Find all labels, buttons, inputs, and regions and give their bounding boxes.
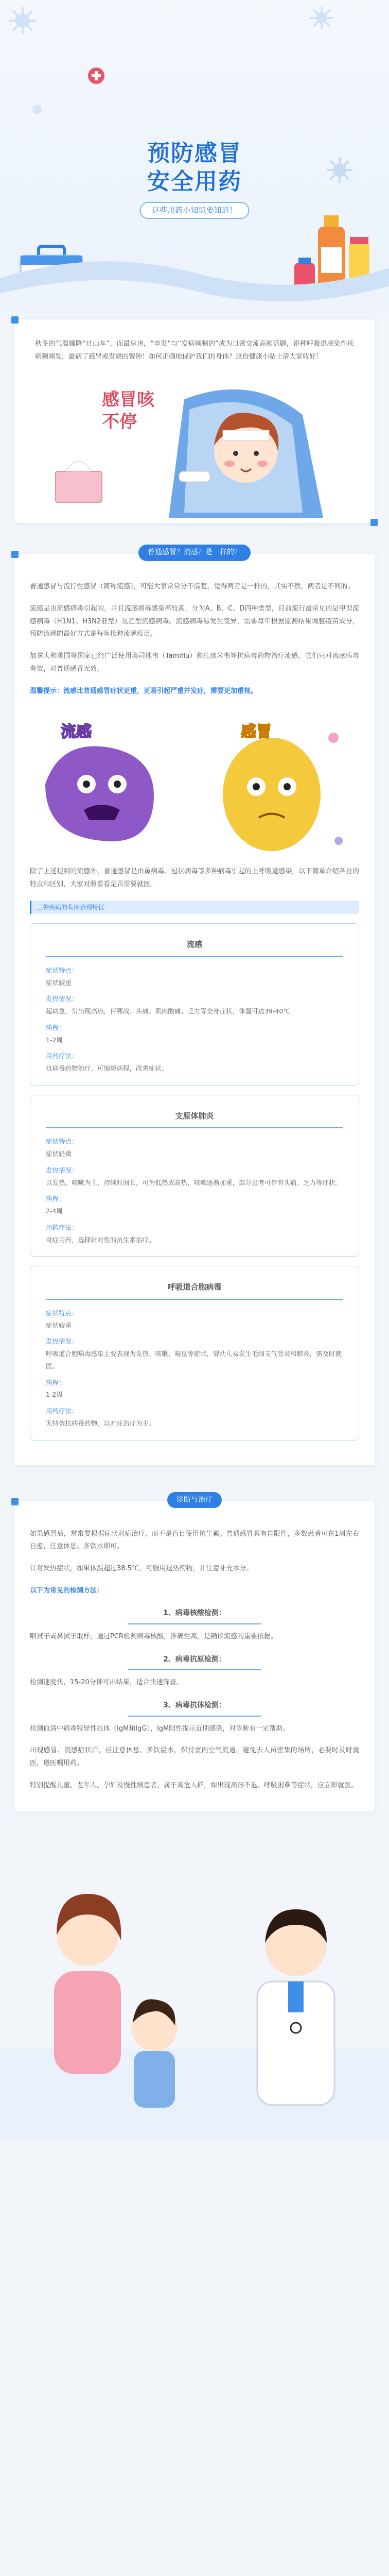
card-title: 流感 bbox=[186, 940, 202, 950]
section-badge-wrap bbox=[14, 545, 375, 561]
field-label: 用药疗法： bbox=[46, 1223, 78, 1231]
sick-girl-illustration bbox=[14, 368, 375, 523]
intro-card bbox=[14, 319, 375, 523]
section-badge: 诊断与治疗 bbox=[167, 1492, 222, 1509]
field-value: 症状轻微 bbox=[46, 1150, 72, 1158]
divider bbox=[46, 1127, 343, 1128]
field-label: 用药疗法： bbox=[46, 1052, 78, 1060]
divider bbox=[128, 1669, 261, 1670]
germs-illustration bbox=[25, 707, 364, 856]
field-label: 症状特点： bbox=[46, 966, 78, 974]
test-method-heading: 3、病毒抗体检测： bbox=[163, 1701, 226, 1709]
field-label: 发热情况： bbox=[46, 995, 78, 1003]
flu-vs-cold-card bbox=[14, 548, 375, 1465]
field-value: 无特效抗病毒药物，以对症治疗为主。 bbox=[46, 1419, 155, 1427]
field-value: 呼吸道合胞病毒感染主要表现为发热、咳嗽、喘息等症状，婴幼儿易发生毛细支气管炎和肺炎，需及时就医。 bbox=[46, 1350, 342, 1370]
sick-girl-art bbox=[14, 368, 375, 523]
card-title: 呼吸道合胞病毒 bbox=[167, 1282, 222, 1292]
body-paragraph: 流感是由流感病毒引起的，并且流感病毒感染率较高，分为A、B、C、D四种类型，目前流行最常见的是甲型流感病毒（H1N1、H3N2亚型）及乙型流感病毒。流感病毒易发生变异，需要每年根据监测结果调整疫苗成分，预防流感的最好方式是每年接种流感疫苗。 bbox=[30, 605, 359, 638]
doctor-family-art bbox=[0, 1832, 389, 2141]
body-paragraph: 如果感冒后，常常要根据症状对症治疗，而不是盲目使用抗生素。普通感冒具有自限性，多数患者可在1周左右自愈，注意休息、多饮水即可。 bbox=[30, 1530, 359, 1551]
title-line-2: 安全用药 bbox=[147, 168, 242, 195]
mycoplasma-symptom-card bbox=[30, 1095, 359, 1257]
field-value: 1-2周 bbox=[46, 1391, 63, 1399]
field-value: 以发热、咳嗽为主，持续时间长，可为低热或高热，咳嗽逐渐加重，部分患者可伴有头痛、乏力等症状。 bbox=[46, 1178, 342, 1187]
hero-wave bbox=[0, 242, 389, 319]
cough-label: 感冒咳不停 bbox=[102, 389, 154, 432]
field-label: 病程： bbox=[46, 1023, 65, 1031]
test-method-heading: 2、病毒抗原检测： bbox=[163, 1655, 226, 1664]
highlight-note: 温馨提示：流感比普通感冒症状更重，更易引起严重并发症，需要更加重视。 bbox=[30, 687, 258, 695]
field-value: 症状较重 bbox=[46, 1321, 72, 1329]
test-method-heading: 1、病毒核酸检测： bbox=[163, 1609, 226, 1618]
cold-germ-label: 感冒 bbox=[241, 723, 272, 741]
title-line-1: 预防感冒 bbox=[147, 140, 242, 166]
section-badge-wrap bbox=[14, 1492, 375, 1509]
intro-paragraph: 秋冬的气温骤降“过山车”，而最忌讳，“卒发”与“发病频频的”成为日常交流高频话题，哥种呼吸道感染性疾病频频发，最病了感冒或发烧的警钟！如何正确地保护我们的身体？这份健康小贴士请大家收好！ bbox=[35, 340, 354, 361]
hero-banner bbox=[0, 0, 389, 319]
field-value: 起病急，常出现高热，伴寒战、头痛、肌肉酸痛、乏力等全身症状，体温可达39-40℃ bbox=[46, 1007, 291, 1015]
test-method-text: 检测速度快，15-20分钟可出结果，适合快速筛查。 bbox=[30, 1679, 183, 1687]
divider bbox=[46, 1299, 343, 1300]
virus-icon bbox=[309, 5, 334, 31]
field-label: 用药疗法： bbox=[46, 1407, 78, 1415]
dot-icon bbox=[31, 103, 43, 115]
field-value: 2-4周 bbox=[46, 1207, 63, 1215]
field-label: 症状特点： bbox=[46, 1309, 78, 1317]
flu-symptom-card bbox=[30, 923, 359, 1086]
divider bbox=[128, 1623, 261, 1624]
plus-icon bbox=[87, 67, 105, 84]
comparison-tab: 三种疾病的临床表现特征 bbox=[30, 901, 359, 914]
virus-icon bbox=[7, 5, 38, 36]
flu-germ-label: 流感 bbox=[61, 723, 92, 741]
field-label: 病程： bbox=[46, 1378, 65, 1386]
field-value: 抗病毒药物治疗，可缩短病程，改善症状。 bbox=[46, 1064, 168, 1073]
field-value: 1-2周 bbox=[46, 1036, 63, 1044]
field-label: 病程： bbox=[46, 1195, 65, 1203]
body-paragraph: 针对发热症状，如果体温超过38.5℃，可服用退热药物，并注意补充水分。 bbox=[30, 1564, 253, 1572]
body-paragraph: 普通感冒与流行性感冒（简称流感），可能大家常常分不清楚，觉得两者是一样的，其实不然，两者是不同的。 bbox=[30, 583, 355, 591]
test-method-text: 检测血清中病毒特异性抗体（IgM和IgG），IgM阳性提示近期感染，对诊断有一定帮助。 bbox=[30, 1724, 290, 1733]
section-badge: 普通感冒？流感？是一样的？ bbox=[138, 545, 251, 561]
body-paragraph: 特别提醒儿童、老年人、孕妇及慢性病患者，属于高危人群，如出现高热不退、呼吸困难等症状，应立即就医。 bbox=[30, 1781, 358, 1789]
card-title: 支原体肺炎 bbox=[175, 1111, 214, 1121]
field-label: 发热情况： bbox=[46, 1166, 78, 1174]
test-method-text: 咽拭子或鼻拭子取样，通过PCR检测病毒核酸，准确性高，是确诊流感的重要依据。 bbox=[30, 1632, 277, 1640]
doctor-family-illustration bbox=[0, 1832, 389, 2141]
body-paragraph: 除了上述提到的流感外，普通感冒是由鼻病毒、冠状病毒等多种病毒引起的上呼吸道感染，以下简单介绍各自的特点和区别，大家对照看看是否需要就医。 bbox=[30, 868, 359, 888]
field-value: 症状较重 bbox=[46, 978, 72, 987]
field-value: 对症用药，选择针对性的抗生素治疗。 bbox=[46, 1235, 155, 1244]
rsv-symptom-card bbox=[30, 1266, 359, 1440]
field-label: 症状特点： bbox=[46, 1138, 78, 1146]
corner-square bbox=[11, 316, 19, 324]
diagnosis-card bbox=[14, 1495, 375, 1812]
body-paragraph: 出现感冒、流感症状后，应注意休息，多饮温水，保持室内空气流通，避免去人员密集的场所，必要时及时就医，遵医嘱用药。 bbox=[30, 1747, 359, 1767]
page-title bbox=[0, 139, 389, 196]
body-paragraph: 加拿大和美国等国家已经广泛使用奥司他韦（Tamiflu）和扎那米韦等抗病毒药物治疗流感，它们只对流感病毒有效，对普通感冒无效。 bbox=[30, 652, 359, 673]
highlight-note: 以下为常见的检测方法： bbox=[30, 1586, 104, 1595]
divider bbox=[46, 956, 343, 957]
divider bbox=[128, 1716, 261, 1717]
field-label: 发热情况： bbox=[46, 1337, 78, 1346]
subtitle-tag: 这些用药小知识要知道！ bbox=[139, 202, 249, 219]
